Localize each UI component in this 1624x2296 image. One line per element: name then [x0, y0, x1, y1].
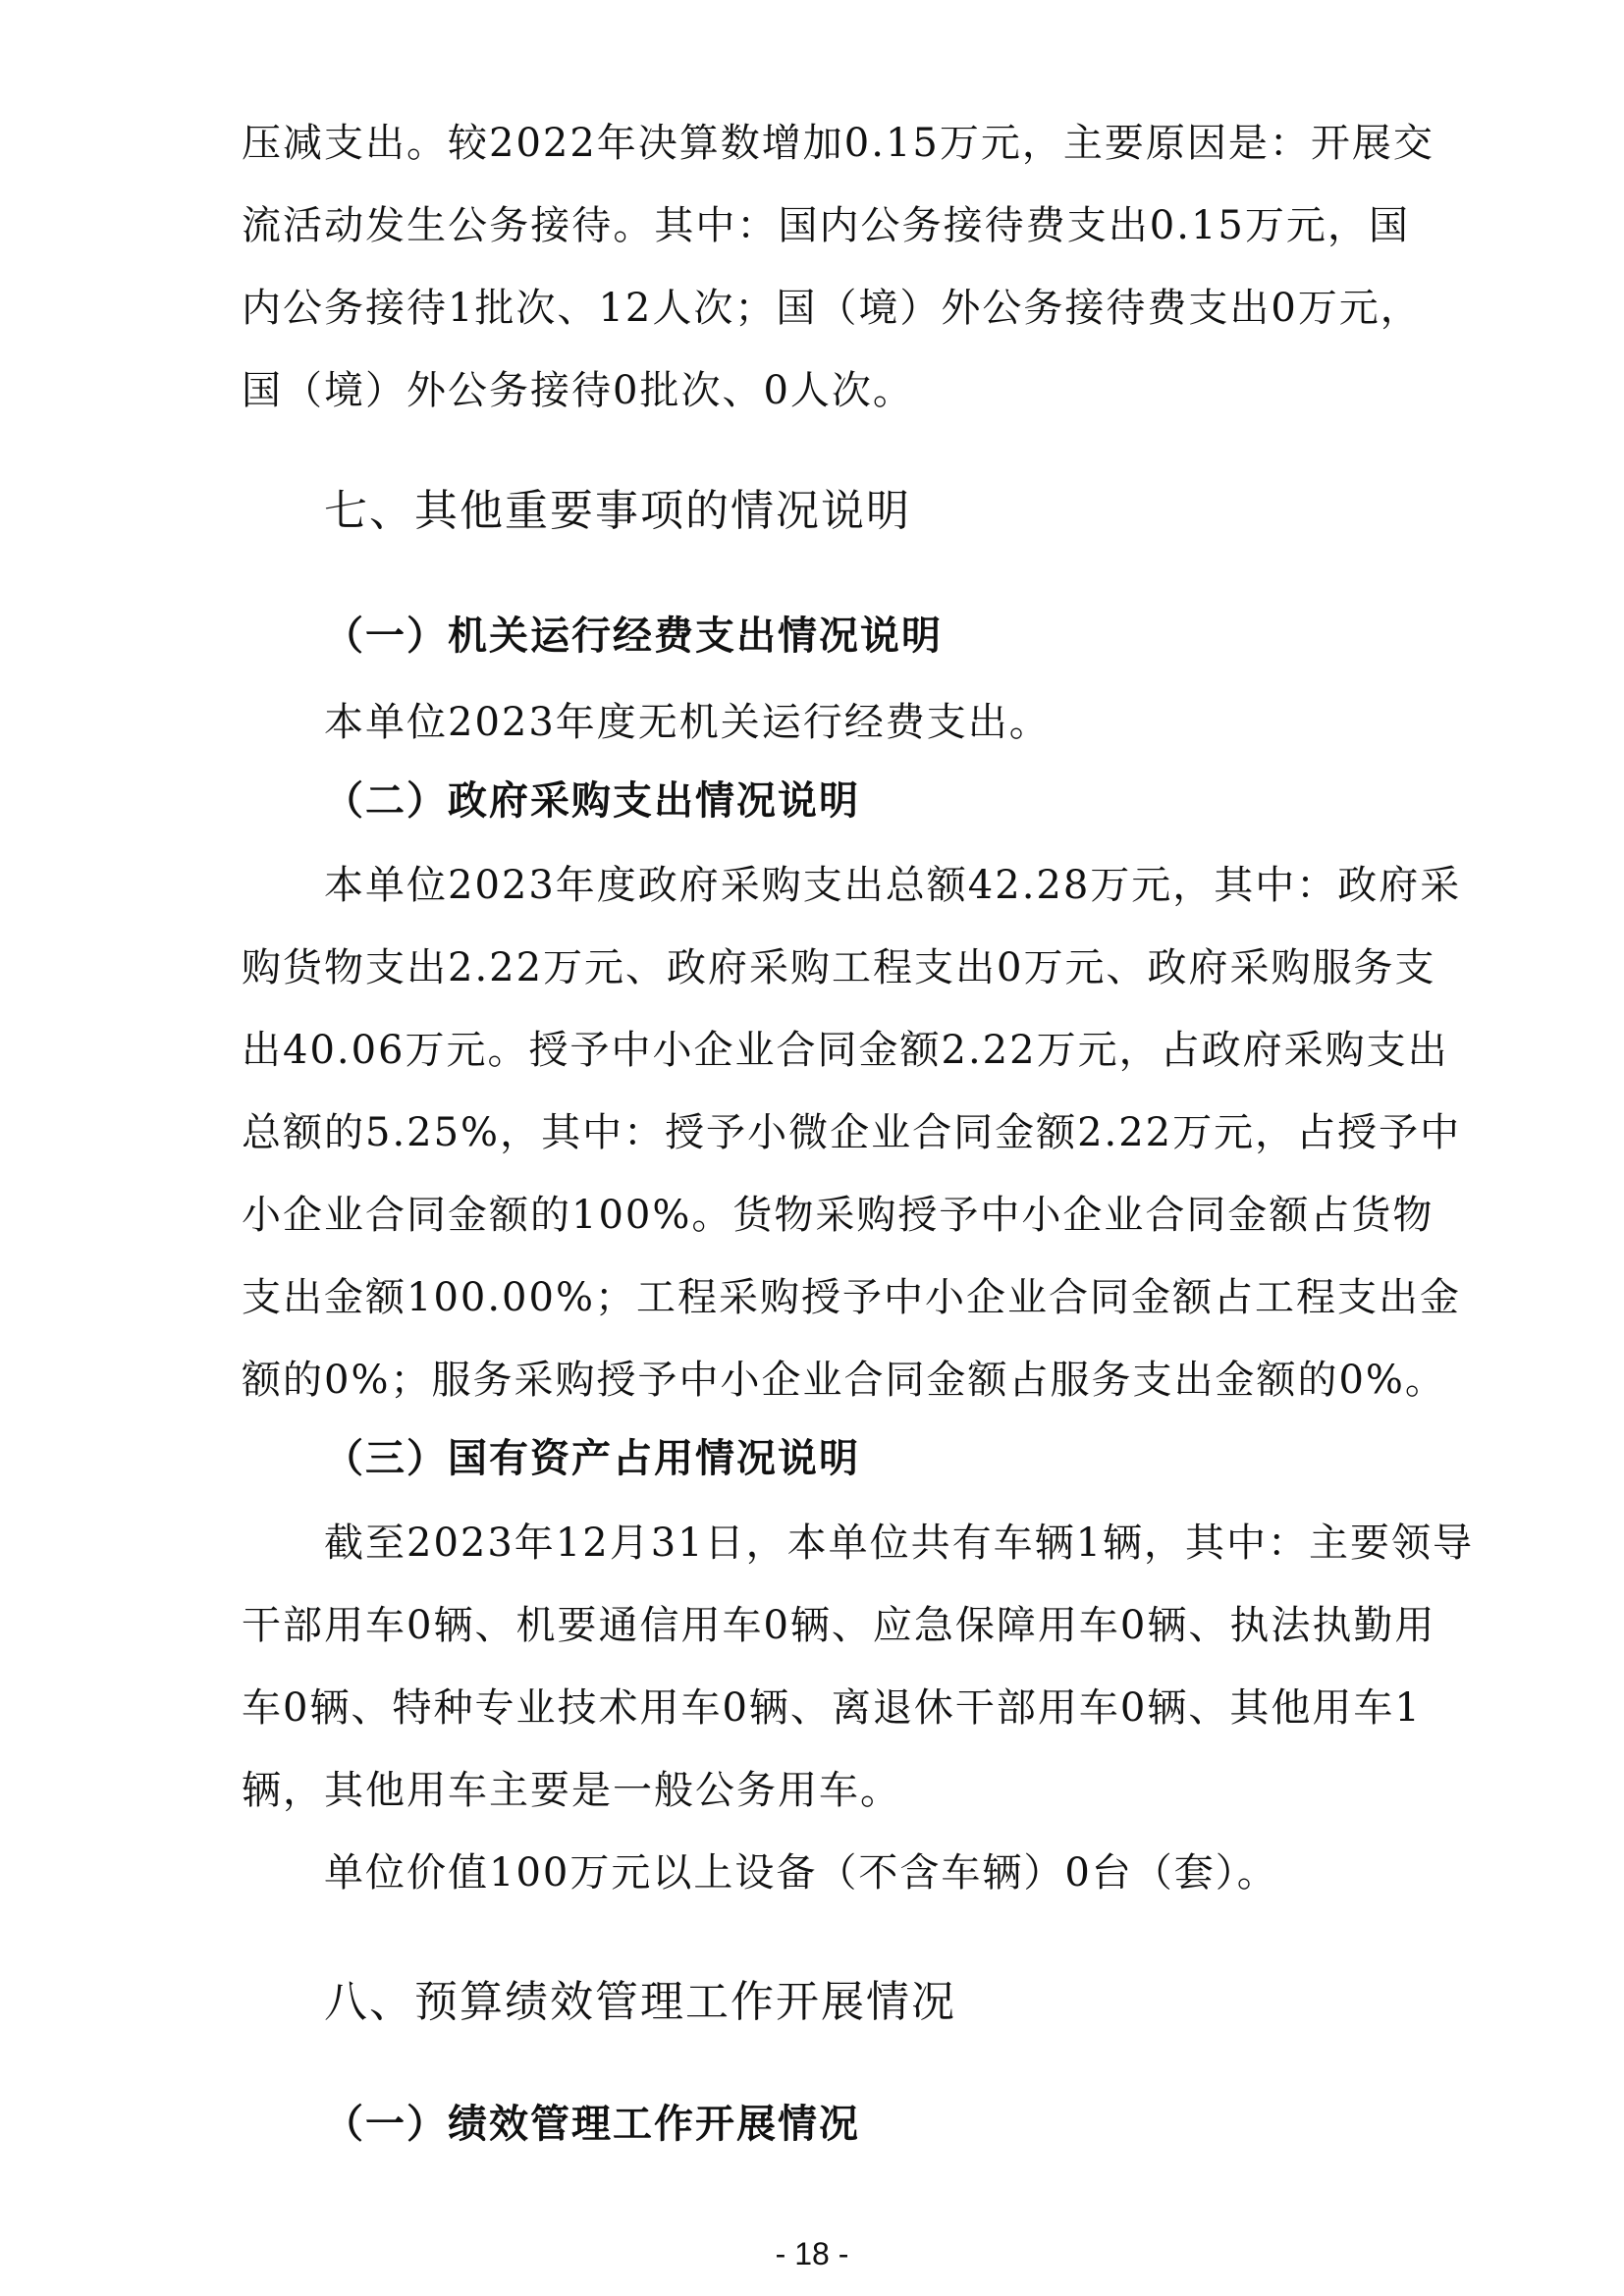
- paragraph-line: 截至2023年12月31日，本单位共有车辆1辆，其中：主要领导: [324, 1521, 1475, 1566]
- paragraph-line: 购货物支出2.22万元、政府采购工程支出0万元、政府采购服务支: [242, 945, 1436, 990]
- paragraph-line: 出40.06万元。授予中小企业合同金额2.22万元，占政府采购支出: [242, 1028, 1449, 1073]
- paragraph-line: 车0辆、特种专业技术用车0辆、离退休干部用车0辆、其他用车1: [242, 1685, 1422, 1731]
- paragraph-line: 本单位2023年度政府采购支出总额42.28万元，其中：政府采: [324, 863, 1462, 908]
- section-heading-8: 八、预算绩效管理工作开展情况: [324, 1977, 956, 2027]
- paragraph-line: 本单位2023年度无机关运行经费支出。: [324, 700, 1051, 745]
- section-heading-7: 七、其他重要事项的情况说明: [324, 486, 911, 536]
- paragraph-line: 国（境）外公务接待0批次、0人次。: [242, 368, 914, 413]
- paragraph-line: 单位价值100万元以上设备（不含车辆）0台（套）。: [324, 1850, 1278, 1896]
- page-number: - 18 -: [775, 2236, 849, 2271]
- subsection-heading-7-2: （二）政府采购支出情况说明: [324, 778, 860, 824]
- paragraph-line: 支出金额100.00%；工程采购授予中小企业合同金额占工程支出金: [242, 1275, 1461, 1320]
- subsection-heading-7-1: （一）机关运行经费支出情况说明: [324, 614, 943, 659]
- paragraph-line: 额的0%；服务采购授予中小企业合同金额占服务支出金额的0%。: [242, 1358, 1446, 1403]
- paragraph-line: 压减支出。较2022年决算数增加0.15万元，主要原因是：开展交: [242, 121, 1435, 166]
- paragraph-line: 内公务接待1批次、12人次；国（境）外公务接待费支出0万元，: [242, 286, 1422, 331]
- subsection-heading-7-3: （三）国有资产占用情况说明: [324, 1436, 860, 1481]
- paragraph-line: 小企业合同金额的100%。货物采购授予中小企业合同金额占货物: [242, 1193, 1435, 1238]
- paragraph-line: 流活动发生公务接待。其中：国内公务接待费支出0.15万元，国: [242, 203, 1410, 248]
- paragraph-line: 辆，其他用车主要是一般公务用车。: [242, 1768, 901, 1813]
- paragraph-line: 总额的5.25%，其中：授予小微企业合同金额2.22万元，占授予中: [242, 1110, 1462, 1155]
- paragraph-line: 干部用车0辆、机要通信用车0辆、应急保障用车0辆、执法执勤用: [242, 1603, 1436, 1648]
- subsection-heading-8-1: （一）绩效管理工作开展情况: [324, 2102, 860, 2147]
